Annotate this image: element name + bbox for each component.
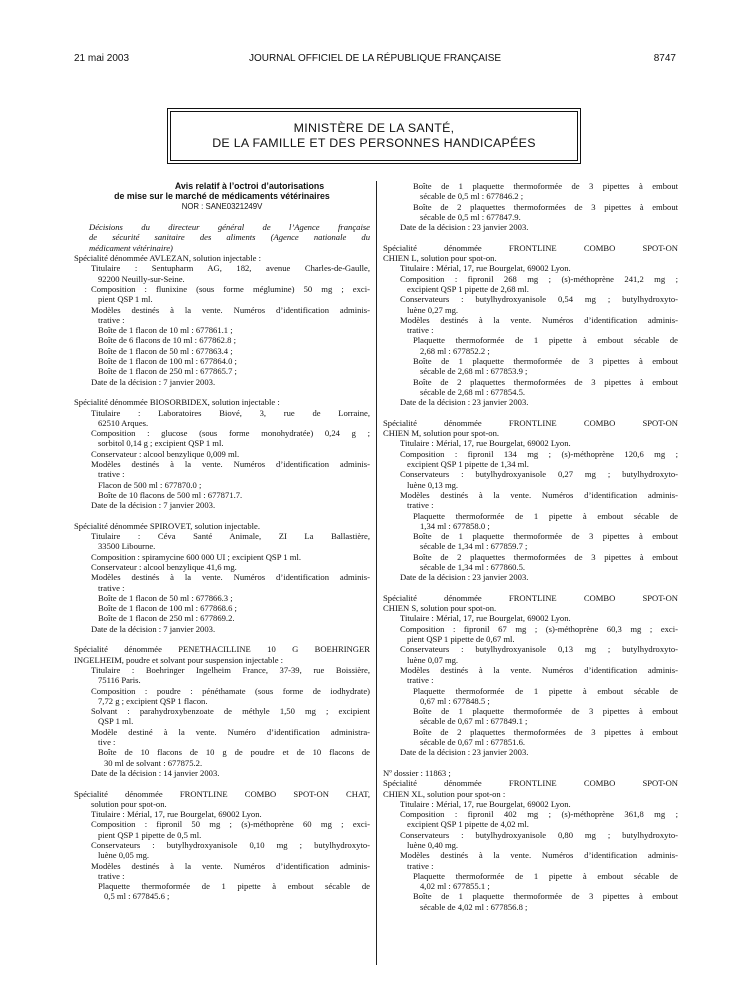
text-line: trative : [407, 675, 434, 686]
text-line: Composition : fipronil 50 mg ; (s)-méthoprène 60 mg ; exci- [91, 819, 370, 830]
column-divider [376, 181, 377, 965]
text-line: Plaquette thermoformée de 1 pipette à embout sécable de [98, 881, 370, 892]
text-line: Spécialité dénommée AVLEZAN, solution injectable : [74, 253, 261, 264]
blank-line [74, 387, 370, 397]
text-line: trative : [98, 870, 125, 881]
text-line: Conservateur : alcool benzylique 41,6 mg. [91, 561, 237, 572]
text-line: luène 0,27 mg. [407, 304, 459, 315]
text-line: Date de la décision : 14 janvier 2003. [91, 767, 220, 778]
text-line: Modèles destinés à la vente. Numéros d’identification adminis- [400, 850, 678, 861]
text-line: trative : [407, 860, 434, 871]
text-line: Titulaire : Sentupharm AG, 182, avenue Charles-de-Gaulle, [91, 263, 370, 274]
text-line: Titulaire : Mérial, 17, rue Bourgelat, 69002 Lyon. [400, 798, 571, 809]
text-line: Modèles destinés à la vente. Numéros d’identification adminis- [400, 489, 678, 500]
text-line: de mise sur le marché de médicaments vétérinaires [114, 191, 330, 202]
text-line: Composition : glucose (sous forme monohydratée) 0,24 g ; [91, 428, 370, 439]
text-line: Date de la décision : 23 janvier 2003. [400, 222, 529, 233]
text-line: Date de la décision : 7 janvier 2003. [91, 376, 216, 387]
text-line: Boîte de 1 plaquette thermoformée de 3 pipettes à embout [413, 531, 678, 542]
text-line: Modèle destiné à la vente. Numéro d’identification administra- [91, 726, 370, 737]
text-line: Spécialité dénommée BIOSORBIDEX, solution injectable : [74, 397, 280, 408]
text-line: INGELHEIM, poudre et solvant pour suspension injectable : [74, 654, 284, 665]
text-line: Titulaire : Mérial, 17, rue Bourgelat, 69002 Lyon. [400, 263, 571, 274]
right-column [383, 181, 678, 912]
text-line: Date de la décision : 23 janvier 2003. [400, 572, 529, 583]
text-line: Modèles destinés à la vente. Numéros d’identification adminis- [91, 459, 370, 470]
text-line: Boîte de 2 plaquettes thermoformées de 3 pipettes à embout [413, 551, 678, 562]
text-line: excipient QSP 1 pipette de 2,68 ml. [407, 283, 529, 294]
text-line: Conservateurs : butylhydroxyanisole 0,10 mg ; butylhydroxyto- [91, 840, 370, 850]
text-line: Solvant : parahydroxybenzoate de méthyle 1,50 mg ; excipient [91, 706, 370, 717]
text-line: Boîte de 1 flacon de 10 ml : 677861.1 ; [98, 325, 233, 336]
text-line: trative : [98, 469, 125, 480]
text-line: trative : [407, 500, 434, 511]
text-line: CHIEN M, solution pour spot-on. [383, 428, 500, 439]
text-line: Composition : fipronil 268 mg ; (s)-méthoprène 241,2 mg ; [400, 273, 678, 284]
text-line: pient QSP 1 ml. [98, 294, 153, 305]
text-line: Boîte de 1 plaquette thermoformée de 3 pipettes à embout [413, 356, 678, 367]
text-line: de sécurité sanitaire des aliments (Agence nationale du [89, 232, 370, 243]
text-line: Boîte de 10 flacons de 10 g de poudre et de 10 flacons de [98, 747, 370, 758]
header-page-number: 8747 [653, 53, 676, 64]
text-line: médicament vétérinaire) [89, 242, 173, 253]
text-line: Modèles destinés à la vente. Numéros d’identification adminis- [91, 860, 370, 871]
text-line: Conservateurs : butylhydroxyanisole 0,54 mg ; butylhydroxyto- [400, 294, 678, 305]
text-line: sécable de 0,5 ml : 677846.2 ; [420, 191, 524, 202]
text-line: 7,72 g ; excipient QSP 1 flacon. [98, 695, 208, 706]
text-line: 1,34 ml : 677858.0 ; [420, 520, 490, 531]
text-line: Titulaire : Céva Santé Animale, ZI La Ballastière, [91, 531, 370, 542]
text-line: Spécialité dénommée FRONTLINE COMBO SPOT-ON [383, 592, 678, 603]
text-line: 2,68 ml : 677852.2 ; [420, 345, 490, 356]
ministry-line-2: DE LA FAMILLE ET DES PERSONNES HANDICAPÉES [212, 136, 536, 150]
text-line: Plaquette thermoformée de 1 pipette à embout sécable de [413, 685, 678, 696]
text-line: Avis relatif à l’octroi d’autorisations [174, 181, 325, 191]
text-line: Nº dossier : 11863 ; [383, 767, 451, 778]
text-line: excipient QSP 1 pipette de 4,02 ml. [407, 819, 529, 830]
blank-line [74, 212, 370, 222]
text-line: Titulaire : Mérial, 17, rue Bourgelat, 69002 Lyon. [400, 613, 571, 624]
text-line: 30 ml de solvant : 677875.2. [104, 757, 203, 768]
text-line: Boîte de 1 flacon de 250 ml : 677869.2. [98, 613, 235, 624]
text-line: Modèles destinés à la vente. Numéros d’identification adminis- [400, 664, 678, 675]
text-line: Boîte de 2 plaquettes thermoformées de 3 pipettes à embout [413, 726, 678, 737]
ministry-line-1: MINISTÈRE DE LA SANTÉ, [293, 121, 455, 135]
text-line: Modèles destinés à la vente. Numéros d’identification adminis- [91, 572, 370, 583]
blank-line [383, 758, 678, 768]
text-line: sécable de 4,02 ml : 677856.8 ; [420, 901, 528, 912]
text-line: Composition : flunixine (sous forme méglumine) 50 mg ; exci- [91, 283, 370, 294]
text-line: Composition : fipronil 67 mg ; (s)-méthoprène 60,3 mg ; exci- [400, 623, 678, 634]
text-line: Spécialité dénommée PENETHACILLINE 10 G BOEHRINGER [74, 644, 370, 655]
text-line: sécable de 2,68 ml : 677853.9 ; [420, 366, 528, 377]
text-line: luène 0,05 mg. [98, 850, 150, 861]
text-line: 0,5 ml : 677845.6 ; [104, 891, 170, 902]
blank-line [74, 634, 370, 644]
text-line: NOR : SANE0321249V [181, 201, 263, 211]
text-line: Conservateurs : butylhydroxyanisole 0,27 mg ; butylhydroxyto- [400, 469, 678, 480]
text-line: luène 0,13 mg. [407, 479, 459, 490]
blank-line [383, 408, 678, 418]
text-line: Titulaire : Mérial, 17, rue Bourgelat, 69002 Lyon. [400, 438, 571, 449]
text-line: Plaquette thermoformée de 1 pipette à embout sécable de [413, 510, 678, 521]
text-line: Modèles destinés à la vente. Numéros d’identification adminis- [91, 304, 370, 315]
text-line: Composition : fipronil 134 mg ; (s)-méthoprène 120,6 mg ; [400, 448, 678, 459]
left-column [74, 181, 370, 902]
text-line: Spécialité dénommée FRONTLINE COMBO SPOT-ON [383, 417, 678, 428]
text-line: Conservateur : alcool benzylique 0,009 ml. [91, 448, 240, 459]
text-line: Date de la décision : 7 janvier 2003. [91, 500, 216, 511]
text-line: Flacon de 500 ml : 677870.0 ; [98, 479, 202, 490]
text-line: CHIEN L, solution pour spot-on. [383, 253, 497, 264]
text-line: Spécialité dénommée FRONTLINE COMBO SPOT-ON [383, 778, 678, 789]
text-line: Boîte de 1 flacon de 100 ml : 677864.0 ; [98, 356, 237, 367]
text-line: Décisions du directeur général de l’Agence française [89, 222, 370, 233]
header-date: 21 mai 2003 [74, 53, 130, 64]
text-line: 33500 Libourne. [98, 541, 156, 552]
text-line: Boîte de 2 plaquettes thermoformées de 3 pipettes à embout [413, 201, 678, 212]
text-line: sécable de 0,67 ml : 677849.1 ; [420, 716, 528, 727]
text-line: Plaquette thermoformée de 1 pipette à embout sécable de [413, 870, 678, 881]
text-line: CHIEN S, solution pour spot-on. [383, 603, 497, 614]
blank-line [383, 583, 678, 593]
text-line: trative : [98, 582, 125, 593]
text-line: Date de la décision : 23 janvier 2003. [400, 397, 529, 408]
text-line: QSP 1 ml. [98, 716, 134, 727]
text-line: Spécialité dénommée FRONTLINE COMBO SPOT-ON CHAT, [74, 788, 370, 799]
text-line: Titulaire : Laboratoires Biové, 3, rue de Lorraine, [91, 407, 370, 418]
text-line: Date de la décision : 7 janvier 2003. [91, 623, 216, 634]
text-line: Titulaire : Boehringer Ingelheim France, 37-39, rue Boissière, [91, 664, 370, 675]
text-line: sécable de 0,67 ml : 677851.6. [420, 737, 526, 748]
text-line: pient QSP 1 pipette de 0,5 ml. [98, 829, 202, 840]
text-line: Date de la décision : 23 janvier 2003. [400, 747, 529, 758]
blank-line [74, 778, 370, 788]
text-line: 4,02 ml : 677855.1 ; [420, 881, 490, 892]
text-line: Boîte de 1 plaquette thermoformée de 3 pipettes à embout [413, 181, 678, 191]
text-line: Boîte de 2 plaquettes thermoformées de 3 pipettes à embout [413, 376, 678, 387]
text-line: pient QSP 1 pipette de 0,67 ml. [407, 634, 515, 645]
blank-line [74, 511, 370, 521]
text-line: Titulaire : Mérial, 17, rue Bourgelat, 69002 Lyon. [91, 809, 262, 820]
text-line: 92200 Neuilly-sur-Seine. [98, 273, 185, 284]
text-line: Boîte de 1 flacon de 50 ml : 677863.4 ; [98, 345, 233, 356]
text-line: CHIEN XL, solution pour spot-on : [383, 788, 506, 799]
text-line: Boîte de 1 plaquette thermoformée de 3 pipettes à embout [413, 891, 678, 902]
text-line: Conservateurs : butylhydroxyanisole 0,13 mg ; butylhydroxyto- [400, 644, 678, 655]
text-line: Boîte de 1 flacon de 50 ml : 677866.3 ; [98, 592, 233, 603]
text-line: sécable de 1,34 ml : 677860.5. [420, 561, 526, 572]
text-line: Boîte de 1 flacon de 100 ml : 677868.6 ; [98, 603, 237, 614]
text-line: solution pour spot-on. [91, 798, 167, 809]
text-line: Conservateurs : butylhydroxyanisole 0,80 mg ; butylhydroxyto- [400, 829, 678, 840]
text-line: trative : [407, 325, 434, 336]
text-line: Composition : fipronil 402 mg ; (s)-méthoprène 361,8 mg ; [400, 809, 678, 820]
text-line: 62510 Arques. [98, 417, 149, 428]
text-line: sécable de 2,68 ml : 677854.5. [420, 386, 526, 397]
text-line: Spécialité dénommée SPIROVET, solution injectable. [74, 520, 260, 531]
text-line: trative : [98, 314, 125, 325]
text-line: Boîte de 1 plaquette thermoformée de 3 pipettes à embout [413, 706, 678, 717]
text-line: Boîte de 10 flacons de 500 ml : 677871.7. [98, 489, 243, 500]
text-line: Composition : poudre : pénéthamate (sous forme de iodhydrate) [91, 685, 370, 696]
ministry-box [170, 111, 578, 161]
text-line: Boîte de 6 flacons de 10 ml : 677862.8 ; [98, 335, 236, 346]
text-line: Spécialité dénommée FRONTLINE COMBO SPOT-ON [383, 242, 678, 253]
text-line: luène 0,40 mg. [407, 840, 459, 850]
text-line: sécable de 0,5 ml : 677847.9. [420, 211, 521, 222]
text-line: sorbitol 0,14 g ; excipient QSP 1 ml. [98, 438, 224, 449]
text-line: excipient QSP 1 pipette de 1,34 ml. [407, 459, 529, 470]
header-journal-title: JOURNAL OFFICIEL DE LA RÉPUBLIQUE FRANÇAISE [248, 53, 502, 64]
text-line: luène 0,07 mg. [407, 654, 459, 665]
text-line: tive : [98, 737, 116, 748]
text-line: Composition : spiramycine 600 000 UI ; excipient QSP 1 ml. [91, 551, 301, 562]
text-line: sécable de 1,34 ml : 677859.7 ; [420, 541, 528, 552]
blank-line [383, 232, 678, 242]
text-line: 75116 Paris. [98, 675, 141, 686]
text-line: Modèles destinés à la vente. Numéros d’identification adminis- [400, 314, 678, 325]
text-line: 0,67 ml : 677848.5 ; [420, 695, 490, 706]
text-line: Boîte de 1 flacon de 250 ml : 677865.7 ; [98, 366, 237, 377]
text-line: Plaquette thermoformée de 1 pipette à embout sécable de [413, 335, 678, 346]
